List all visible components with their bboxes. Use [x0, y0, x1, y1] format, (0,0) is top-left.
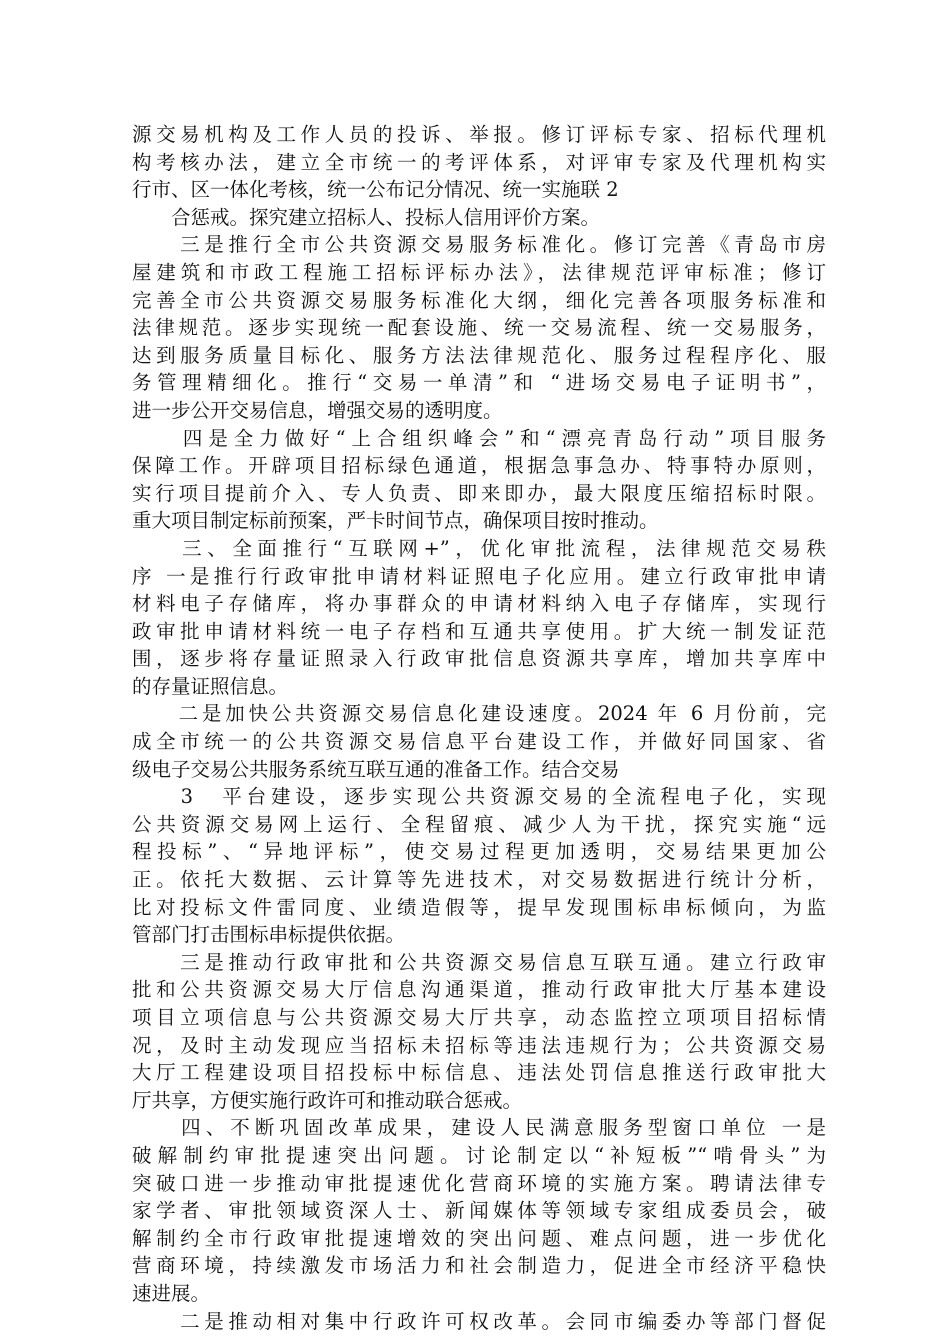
text-line: 务管理精细化。推行“交易一单清”和 “进场交易电子证明书”，: [132, 371, 826, 395]
text-line: 厅共享，方便实施行政许可和推动联合惩戒。: [132, 1088, 523, 1112]
text-line: 批和公共资源交易大厅信息沟通渠道，推动行政审批大厅基本建设: [132, 978, 826, 1002]
text-line: 合惩戒。探究建立招标人、投标人信用评价方案。: [132, 205, 601, 229]
text-line: 行市、区一体化考核，统一公布记分情况、统一实施联 2: [132, 178, 619, 202]
text-line: 三是推行全市公共资源交易服务标准化。修订完善《青岛市房: [132, 233, 826, 257]
text-line: 实行项目提前介入、专人负责、即来即办，最大限度压缩招标时限。: [132, 481, 826, 505]
text-line: 成全市统一的公共资源交易信息平台建设工作，并做好同国家、省: [132, 730, 826, 754]
text-line: 进一步公开交易信息，增强交易的透明度。: [132, 398, 503, 422]
text-line: 源交易机构及工作人员的投诉、举报。修订评标专家、招标代理机: [132, 123, 826, 146]
text-line: 材料电子存储库，将办事群众的申请材料纳入电子存储库，实现行: [132, 592, 826, 616]
text-line: 解制约全市行政审批提速增效的突出问题、难点问题，进一步优化: [132, 1226, 826, 1250]
text-line: 重大项目制定标前预案，严卡时间节点，确保项目按时推动。: [132, 509, 659, 533]
text-line: 速进展。: [132, 1281, 211, 1305]
text-line: 比对投标文件雷同度、业绩造假等，提早发现围标串标倾向，为监: [132, 895, 826, 919]
text-line: 三、全面推行“互联网+”，优化审批流程，法律规范交易秩: [132, 536, 826, 560]
text-line: 突破口进一步推动审批提速优化营商环境的实施方案。聘请法律专: [132, 1171, 826, 1195]
text-line: 家学者、审批领域资深人士、新闻媒体等领域专家组成委员会，破: [132, 1199, 826, 1223]
text-line: 政审批申请材料统一电子存档和互通共享使用。扩大统一制发证范: [132, 619, 826, 643]
text-line: 法律规范。逐步实现统一配套设施、统一交易流程、统一交易服务，: [132, 316, 826, 340]
text-line: 级电子交易公共服务系统互联互通的准备工作。结合交易: [132, 757, 620, 781]
text-line: 保障工作。开辟项目招标绿色通道，根据急事急办、特事特办原则，: [132, 454, 826, 478]
text-line: 二是加快公共资源交易信息化建设速度。2024 年 6 月份前，完: [132, 702, 826, 726]
text-line: 况，及时主动发现应当招标未招标等违法违规行为；公共资源交易: [132, 1033, 826, 1057]
text-line: 四、不断巩固改革成果，建设人民满意服务型窗口单位 一是: [132, 1116, 826, 1140]
text-line: 的存量证照信息。: [132, 674, 289, 698]
text-line: 四是全力做好“上合组织峰会”和“漂亮青岛行动”项目服务: [132, 426, 826, 450]
text-line: 项目立项信息与公共资源交易大厅共享，动态监控立项项目招标情: [132, 1006, 826, 1029]
text-line: 正。依托大数据、云计算等先进技术，对交易数据进行统计分析，: [132, 868, 826, 892]
document-body: [132, 121, 826, 1335]
text-line: 达到服务质量目标化、服务方法法律规范化、服务过程程序化、服: [132, 343, 826, 367]
text-line: 程投标”、“异地评标”，使交易过程更加透明，交易结果更加公: [132, 840, 826, 864]
text-line: 围，逐步将存量证照录入行政审批信息资源共享库，增加共享库中: [132, 647, 826, 671]
text-line: 三是推动行政审批和公共资源交易信息互联互通。建立行政审: [132, 950, 826, 974]
text-line: 营商环境，持续激发市场活力和社会制造力，促进全市经济平稳快: [132, 1254, 826, 1278]
text-line: 管部门打击围标串标提供依据。: [132, 923, 406, 947]
text-line: 序 一是推行行政审批申请材料证照电子化应用。建立行政审批申请: [132, 564, 826, 588]
text-line: 公共资源交易网上运行、全程留痕、减少人为干扰，探究实施“远: [132, 812, 826, 836]
text-line: 3 平台建设，逐步实现公共资源交易的全流程电子化，实现: [132, 785, 826, 809]
text-line: 二是推动相对集中行政许可权改革。会同市编委办等部门督促: [132, 1309, 826, 1333]
text-line: 完善全市公共资源交易服务标准化大纲，细化完善各项服务标准和: [132, 288, 826, 312]
text-line: 屋建筑和市政工程施工招标评标办法》，法律规范评审标准；修订: [132, 260, 826, 284]
text-line: 构考核办法，建立全市统一的考评体系，对评审专家及代理机构实: [132, 150, 826, 174]
text-line: 破解制约审批提速突出问题。讨论制定以“补短板”“啃骨头”为: [132, 1143, 826, 1167]
text-line: 大厅工程建设项目招投标中标信息、违法处罚信息推送行政审批大: [132, 1061, 826, 1085]
